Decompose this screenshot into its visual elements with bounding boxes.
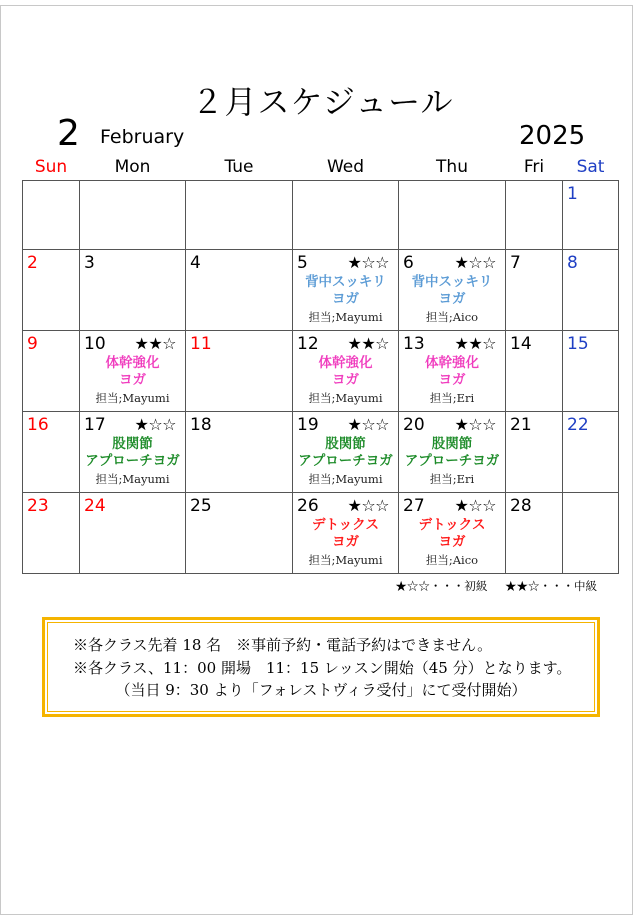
- class-name: [399, 436, 505, 469]
- difficulty-legend: [395, 578, 597, 594]
- day-cell: [23, 493, 79, 573]
- empty-day-cell: [506, 181, 562, 249]
- day-cell-header: [293, 412, 398, 435]
- notice-line-2: ※各クラス、11：00 開場 11：15 レッスン開始（45 分）となります。: [73, 658, 572, 677]
- day-number: 25: [190, 496, 212, 516]
- day-cell-header: [186, 250, 292, 273]
- difficulty-stars: ★☆☆: [134, 415, 176, 434]
- day-cell-header: [563, 181, 618, 204]
- day-cell-header: [80, 412, 185, 435]
- class-name-line: ヨガ: [119, 371, 146, 388]
- empty-day-cell: [23, 181, 79, 249]
- weekday-sat: Sat: [576, 157, 605, 177]
- difficulty-stars: ★★☆: [347, 334, 389, 353]
- month-number: 2: [57, 113, 80, 154]
- class-name-line: 背中スッキリ: [411, 274, 493, 290]
- day-cell: [186, 250, 292, 330]
- calendar-grid: [22, 180, 619, 574]
- weekday-tue: Tue: [224, 157, 254, 177]
- difficulty-stars: ★☆☆: [454, 496, 496, 515]
- class-name-line: 股関節: [112, 436, 153, 452]
- day-number: 26: [297, 496, 319, 516]
- notice-box: [42, 617, 600, 717]
- instructor-label: 担当;Mayumi: [308, 472, 383, 486]
- class-name-line: 体幹強化: [425, 355, 479, 371]
- day-cell: [563, 250, 618, 330]
- day-cell: [186, 493, 292, 573]
- empty-day-cell: [186, 181, 292, 249]
- notice-line-3: （当日 9：30 より「フォレストヴィラ受付」にて受付開始）: [115, 681, 527, 699]
- difficulty-stars: ★☆☆: [347, 253, 389, 272]
- day-number: 4: [190, 253, 201, 273]
- day-cell: [399, 412, 505, 492]
- day-number: 6: [403, 253, 414, 273]
- schedule-title: ２月スケジュール: [191, 83, 454, 121]
- day-cell: [563, 181, 618, 249]
- day-cell: [80, 493, 185, 573]
- day-cell: [399, 331, 505, 411]
- class-name: [80, 355, 185, 388]
- year-label: 2025: [519, 121, 586, 151]
- day-number: 9: [27, 334, 38, 354]
- class-name: [293, 436, 398, 469]
- instructor-label: 担当;Mayumi: [95, 472, 170, 486]
- day-number: 19: [297, 415, 319, 435]
- instructor-label: 担当;Mayumi: [95, 391, 170, 405]
- day-number: 16: [27, 415, 49, 435]
- instructor-label: 担当;Mayumi: [308, 391, 383, 405]
- class-name: [293, 517, 398, 550]
- legend-beginner: ★☆☆・・・初級: [395, 579, 488, 593]
- class-name-line: 体幹強化: [318, 355, 373, 371]
- empty-day-cell: [80, 181, 185, 249]
- day-number: 13: [403, 334, 425, 354]
- difficulty-stars: ★☆☆: [454, 415, 496, 434]
- empty-day-cell: [293, 181, 398, 249]
- difficulty-stars: ★★☆: [454, 334, 496, 353]
- class-name-line: ヨガ: [332, 533, 359, 550]
- day-cell-header: [563, 250, 618, 273]
- day-number: 1: [567, 184, 578, 204]
- day-cell-header: [23, 493, 79, 516]
- day-cell-header: [23, 412, 79, 435]
- class-name-line: アプローチヨガ: [85, 452, 180, 469]
- legend-intermediate: ★★☆・・・中級: [505, 579, 597, 593]
- day-cell: [293, 493, 398, 573]
- day-cell-header: [506, 412, 562, 435]
- day-cell-header: [186, 493, 292, 516]
- day-cell: [506, 250, 562, 330]
- day-number: 20: [403, 415, 425, 435]
- weekday-sun: Sun: [34, 157, 68, 177]
- day-cell: [186, 331, 292, 411]
- class-name-line: ヨガ: [438, 533, 466, 550]
- day-number: 14: [510, 334, 532, 354]
- day-cell: [293, 250, 398, 330]
- class-name-line: 背中スッキリ: [305, 274, 386, 290]
- day-number: 22: [567, 415, 589, 435]
- instructor-label: 担当;Aico: [425, 310, 479, 324]
- class-name-line: デトックス: [418, 517, 486, 533]
- class-name-line: デトックス: [312, 517, 379, 533]
- empty-day-cell: [563, 493, 618, 573]
- day-cell: [80, 331, 185, 411]
- instructor-label: 担当;Mayumi: [308, 310, 383, 324]
- day-number: 24: [84, 496, 106, 516]
- weekday-fri: Fri: [523, 157, 545, 177]
- class-name: [399, 355, 505, 388]
- class-name: [293, 274, 398, 307]
- notice-line-1: ※各クラス先着 18 名 ※事前予約・電話予約はできません。: [73, 636, 493, 654]
- class-name-line: 体幹強化: [105, 355, 160, 371]
- day-cell-header: [293, 493, 398, 516]
- day-cell-header: [186, 331, 292, 354]
- weekday-mon: Mon: [114, 157, 151, 177]
- day-cell-header: [23, 250, 79, 273]
- day-number: 7: [510, 253, 521, 273]
- month-name: February: [100, 126, 185, 148]
- difficulty-stars: ★★☆: [134, 334, 176, 353]
- class-name-line: 股関節: [431, 436, 473, 452]
- class-name-line: アプローチヨガ: [404, 452, 500, 469]
- day-cell: [23, 412, 79, 492]
- day-number: 23: [27, 496, 49, 516]
- weekday-wed: Wed: [326, 157, 365, 177]
- day-number: 18: [190, 415, 212, 435]
- class-name: [293, 355, 398, 388]
- day-cell: [563, 412, 618, 492]
- day-number: 27: [403, 496, 425, 516]
- day-number: 15: [567, 334, 589, 354]
- day-cell-header: [563, 331, 618, 354]
- difficulty-stars: ★☆☆: [347, 496, 389, 515]
- day-number: 8: [567, 253, 578, 273]
- instructor-label: 担当;Aico: [425, 553, 479, 567]
- day-number: 11: [190, 334, 212, 354]
- class-name-line: ヨガ: [438, 290, 466, 307]
- day-cell-header: [506, 250, 562, 273]
- day-number: 5: [297, 253, 308, 273]
- day-cell: [80, 250, 185, 330]
- day-cell: [293, 412, 398, 492]
- day-cell-header: [80, 331, 185, 354]
- day-number: 3: [84, 253, 95, 273]
- instructor-label: 担当;Mayumi: [308, 553, 383, 567]
- day-cell: [506, 412, 562, 492]
- day-number: 12: [297, 334, 319, 354]
- day-cell-header: [506, 331, 562, 354]
- day-cell: [506, 331, 562, 411]
- instructor-label: 担当;Eri: [429, 472, 475, 486]
- instructor-label: 担当;Eri: [429, 391, 475, 405]
- day-cell: [23, 250, 79, 330]
- day-cell-header: [80, 250, 185, 273]
- difficulty-stars: ★☆☆: [347, 415, 389, 434]
- weekday-header-row: [22, 157, 619, 177]
- difficulty-stars: ★☆☆: [454, 253, 496, 272]
- day-cell-header: [399, 331, 505, 354]
- class-name-line: ヨガ: [438, 371, 466, 388]
- day-cell: [399, 493, 505, 573]
- day-number: 28: [510, 496, 532, 516]
- weekday-thu: Thu: [436, 157, 468, 177]
- day-cell: [399, 250, 505, 330]
- day-cell-header: [563, 412, 618, 435]
- day-cell-header: [293, 250, 398, 273]
- day-number: 21: [510, 415, 532, 435]
- day-cell-header: [293, 331, 398, 354]
- empty-day-cell: [399, 181, 505, 249]
- day-cell: [563, 331, 618, 411]
- class-name-line: ヨガ: [332, 371, 359, 388]
- day-cell-header: [399, 250, 505, 273]
- class-name-line: 股関節: [325, 436, 366, 452]
- class-name-line: アプローチヨガ: [298, 452, 393, 469]
- day-cell: [506, 493, 562, 573]
- day-cell-header: [399, 493, 505, 516]
- day-cell: [80, 412, 185, 492]
- day-cell-header: [80, 493, 185, 516]
- day-cell-header: [23, 331, 79, 354]
- day-cell-header: [399, 412, 505, 435]
- class-name-line: ヨガ: [332, 290, 359, 307]
- day-cell-header: [186, 412, 292, 435]
- day-cell: [23, 331, 79, 411]
- class-name: [399, 274, 505, 307]
- day-number: 10: [84, 334, 106, 354]
- class-name: [399, 517, 505, 550]
- day-cell: [186, 412, 292, 492]
- class-name: [80, 436, 185, 469]
- day-cell: [293, 331, 398, 411]
- day-number: 2: [27, 253, 38, 273]
- day-cell-header: [506, 493, 562, 516]
- day-number: 17: [84, 415, 106, 435]
